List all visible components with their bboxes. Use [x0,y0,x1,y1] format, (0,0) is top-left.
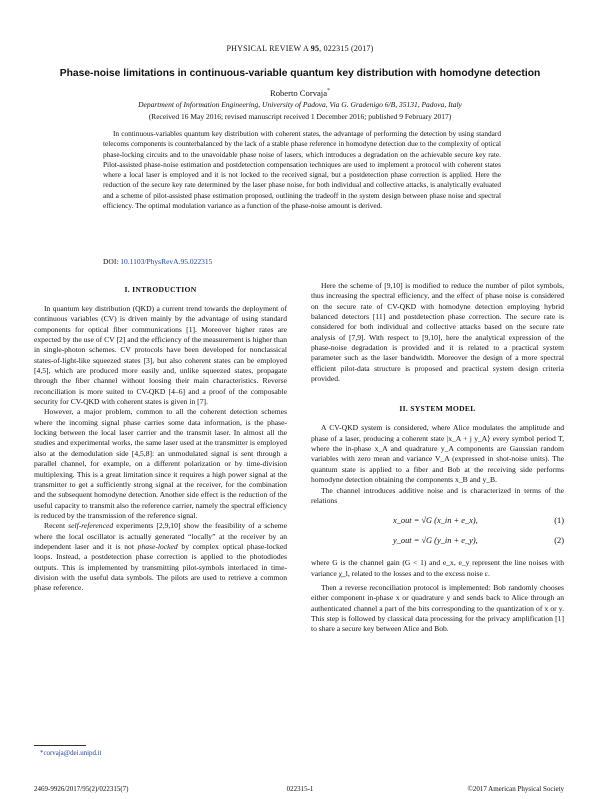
system-paragraph-3: where G is the channel gain (G < 1) and e_x, e_y represent the line noises with variance χ_l, related to the losses and to the excess noise ε. [311,558,564,578]
equation-2 [311,532,564,552]
author-line [0,88,600,98]
paper-title: Phase-noise limitations in continuous-variable quantum key distribution with homodyne detection [59,68,541,79]
right-column [311,281,564,635]
equation-1-expression: x_out = √G (x_in + e_x), [393,516,478,526]
author-name: Roberto Corvaja [269,88,328,98]
affiliation: Department of Information Engineering, University of Padova, Via G. Gradenigo 6/B, 35131, Padova, Italy [138,100,462,109]
section-heading-introduction: I. INTRODUCTION [124,285,197,294]
system-paragraph-2: The channel introduces additive noise and is characterized in terms of the relations [311,485,564,505]
system-paragraph-1: A CV-QKD system is considered, where Alice modulates the amplitude and phase of a laser, producing a coherent state |x_A + j y_A⟩ every symbol period T, where the in-phase x_A and quadrature y_A components are Gaussian random variables with zero mean and variance V_A (expressed in shot-noise units). The quantum state is applied to a fiber and Bob at the receiving side performs homodyne detection obtaining the components x_B and y_B. [311,423,564,485]
journal-header: PHYSICAL REVIEW A 95, 022315 (2017) [226,44,374,53]
volume-number: 95 [310,44,320,53]
intro-paragraph-3: Recent self-referenced experiments [2,9,10] show the feasibility of a scheme where the local oscillator is actually generated “locally” at the receiver by an independent laser and it is not phase-locked by complex optical phase-locked loops. Instead, a postdetection phase correction is applied to the photodiodes outputs. This is implemented by transmitting pilot-symbols interlaced in time-division with the useful data symbols. The pilots are used to retrieve a common phase reference. [34,521,287,593]
footer-page-id: 022315-1 [286,785,314,793]
intro-paragraph-4: Here the scheme of [9,10] is modified to reduce the number of pilot symbols, thus increasing the spectral efficiency, and the effect of phase noise is considered on the secure rate of CV-QKD with homodyne detection employing hybrid balanced detectors [11] and postdetection phase correction. The secure rate is considered for both individual and collective attacks based on the secure rate analysis of [7,9]. With respect to [9,10], here the analytical expression of the phase-noise degradation is provided and it is related to a practical system parameter such as the laser bandwidth. Moreover the design of a more spectral efficient pilot-data structure is proposed and practical system design criteria provided. [311,281,564,384]
author-footnote-mark[interactable]: * [327,88,331,95]
equation-1 [311,512,564,532]
intro-paragraph-1: In quantum key distribution (QKD) a current trend towards the deployment of continuous variables (CV) is driven mainly by the advantage of using standard components for optical fiber communications [1]. Moreover higher rates are expected by the use of CV [2] and the efficiency of the measurement is higher than in single-photon schemes. CV protocols have been developed for nonclassical states-of-light-like squeezed states [3], but also coherent states can be employed [4,5], which are produced more easily and, unlike squeezed states, propagate through the fiber channel without loosing their main characteristics. Reverse reconciliation is more suited to CV-QKD [4–6] and a proof of the composable security for CV-QKD with coherent states is given in [7]. [34,304,287,407]
system-paragraph-4: Then a reverse reconciliation protocol is implemented: Bob randomly chooses either component in-phase x or quadrature y and sends back to Alice through an authenticated channel a part of the bits corresponding to the quantization of x or y. This step is followed by classical data processing for the privacy amplification [1] to share a secure key between Alice and Bob. [311,582,564,634]
equation-2-number: (2) [554,536,564,546]
doi-link[interactable]: 10.1103/PhysRevA.95.022315 [120,257,213,266]
section-heading-system-model: II. SYSTEM MODEL [399,404,476,414]
abstract: In continuous-variables quantum key distribution with coherent states, the advantage of performing the detection by using standard telecoms components is counterbalanced by the lack of a stable phase reference in homodyne detection due to the complexity of optical phase-locking circuits and to the unavoidable phase noise of lasers, which introduces a degradation on the achievable secure key rate. Pilot-assisted phase-noise estimation and postdetection compensation techniques are used to implement a protocol with coherent states where a local laser is employed and it is not locked to the received signal, but a postdetection phase correction is applied. Here the reduction of the secure key rate determined by the laser phase noise, for both individual and collective attacks, is analytically evaluated and a scheme of pilot-assisted phase estimation proposed, outlining the tradeoff in the system design between phase noise and spectral efficiency. The optimal modulation variance as a function of the phase-noise amount is derived. [103,129,501,211]
left-column [34,281,287,594]
doi-line [103,257,212,266]
received-dates: (Received 16 May 2016; revised manuscript received 1 December 2016; published 9 February 2017) [148,112,452,121]
intro-paragraph-2: However, a major problem, common to all the coherent detection schemes where the incoming signal phase carries some data information, is the phase-locking between the local laser carrier and the transmit laser. In almost all the studies and experimental works, the same laser used at the transmitter is employed also at the demodulation side [4,5,8]: an unmodulated signal is sent through a parallel channel, for example, on a different polarization or by time-division multiplexing. This is a great limitation since it requires a high power signal at the transmitter to get a sufficiently strong signal at the receiver, for the combination and the subsequent homodyne detection. Another side effect is the reduction of the useful capacity to transmit also the reference carrier, namely the spectral efficiency is reduced by the transmission of the reference signal. [34,407,287,520]
footer-copyright: ©2017 American Physical Society [467,785,564,793]
equation-1-number: (1) [554,516,564,526]
doi-label: DOI: [103,257,121,266]
equation-2-expression: y_out = √G (y_in + e_y), [393,536,478,546]
footer-issn: 2469-9926/2017/95(2)/022315(7) [34,785,129,793]
footnote-divider [34,745,86,746]
footnote-email[interactable]: *corvaja@dei.unipd.it [40,750,102,757]
